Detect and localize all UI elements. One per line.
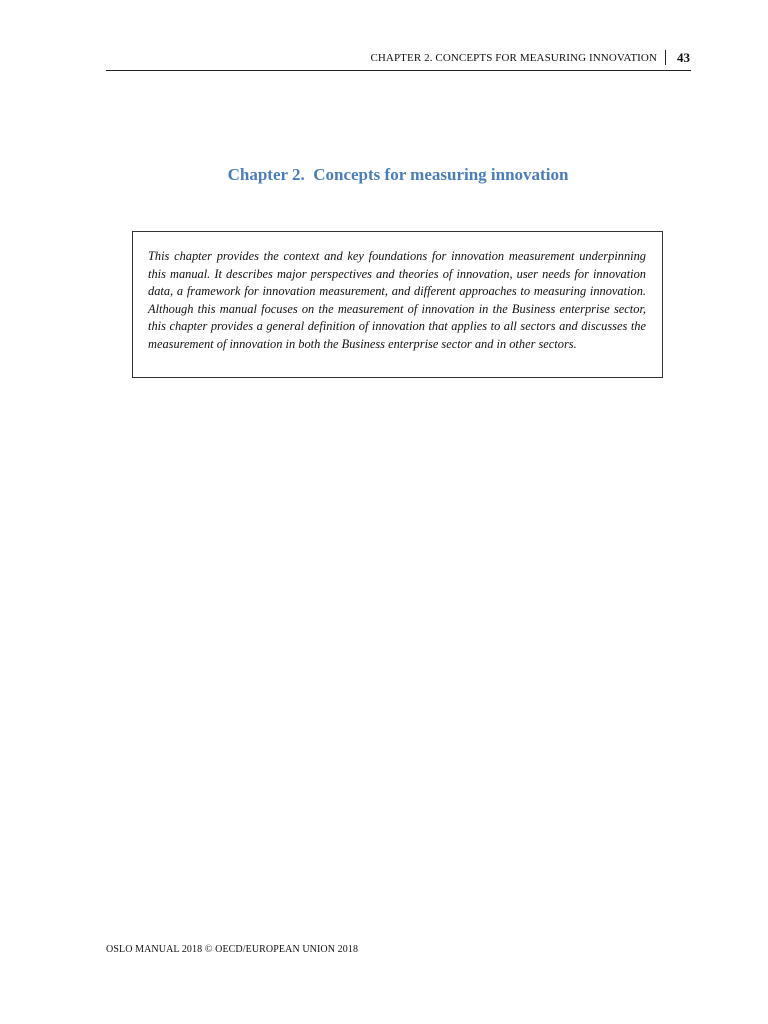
running-header — [106, 50, 691, 71]
chapter-title: Chapter 2. Concepts for measuring innovation — [227, 165, 569, 184]
page-number: 43 — [677, 50, 690, 65]
chapter-abstract-box — [132, 231, 663, 378]
chapter-abstract-text: This chapter provides the context and key foundations for innovation measurement underpinning this manual. It describes major perspectives and theories of innovation, user needs for innovation data, a framework for innovation measurement, and different approaches to measuring innovation. Although this manual focuses on the measurement of innovation in the Business enterprise sector, this chapter provides a general definition of innovation that applies to all sectors and discusses the measurement of innovation in both the Business enterprise sector and in other sectors. — [148, 249, 646, 351]
running-title: CHAPTER 2. CONCEPTS FOR MEASURING INNOVATION — [370, 52, 657, 64]
page-footer: OSLO MANUAL 2018 © OECD/EUROPEAN UNION 2018 — [106, 944, 359, 955]
header-divider — [665, 50, 666, 65]
